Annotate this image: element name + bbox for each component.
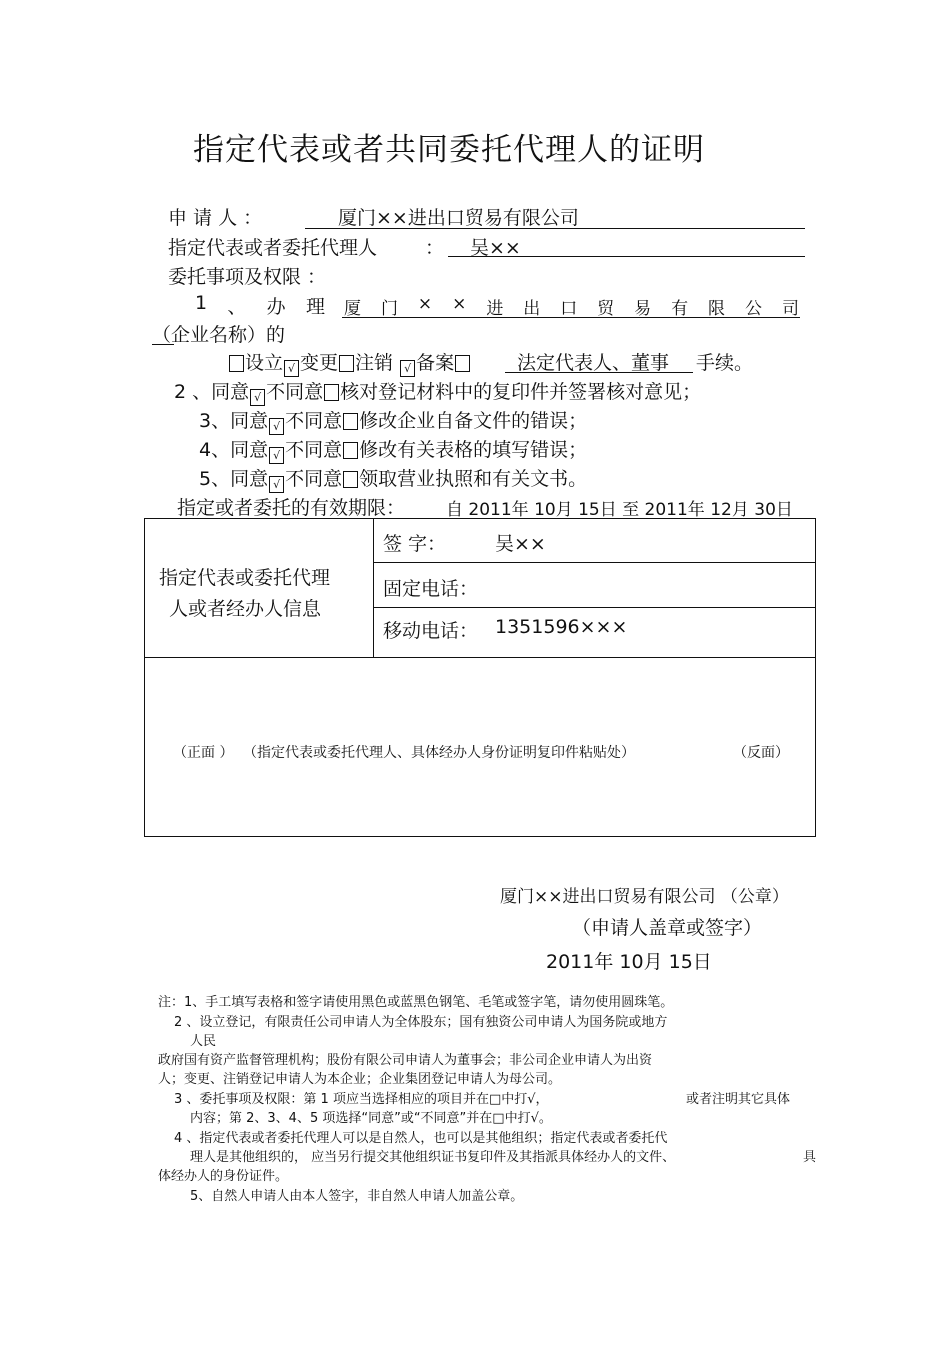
company-char: × — [417, 294, 433, 314]
item5-disagree-checkbox[interactable] — [343, 471, 358, 488]
company-char: 限 — [708, 299, 726, 319]
mobile-value[interactable]: 1351596××× — [495, 616, 628, 638]
other-value: 法定代表人、董事 — [517, 352, 670, 374]
note-4b: 理人是其他组织的， 应当另行提交其他组织证书复印件及其指派具体经办人的文件、 — [190, 1150, 676, 1165]
establish-label: 设立 — [245, 352, 284, 374]
page-title: 指定代表或者共同委托代理人的证明 — [193, 132, 705, 168]
item3-disagree-checkbox[interactable] — [343, 413, 358, 430]
company-char: 进 — [486, 299, 504, 319]
item5-disagree-label: 不同意 — [285, 468, 343, 490]
company-char: 公 — [744, 299, 762, 319]
agent-colon: ： — [425, 237, 445, 259]
note-2b: 人民 — [190, 1034, 217, 1049]
info-table-divider — [373, 519, 374, 657]
company-char: 出 — [523, 299, 541, 319]
company-char: 口 — [560, 299, 578, 319]
note-2a: 2 、设立登记，有限责任公司申请人为全体股东；国有独资公司申请人为国务院或地方 — [174, 1015, 668, 1030]
item1-prefix-char: 理 — [305, 296, 325, 318]
company-char: 厦 — [344, 299, 361, 319]
item5 — [199, 464, 587, 493]
item1-prefix-char: 1 — [195, 292, 208, 314]
id-back-label: （反面） — [733, 745, 789, 761]
phone-label: 固定电话： — [383, 578, 479, 600]
item3-agree-label: 3、同意 — [199, 410, 269, 432]
item3-text: 修改企业自备文件的错误； — [359, 410, 588, 432]
id-box-instruction: （指定代表或委托代理人、具体经办人身份证明复印件粘贴处） — [243, 745, 635, 761]
item4-text: 修改有关表格的填写错误； — [359, 439, 588, 461]
item4-disagree-checkbox[interactable] — [343, 442, 358, 459]
info-table-row-line — [373, 562, 815, 563]
agent-value: 吴×× — [470, 237, 521, 259]
seal-company: 厦门××进出口贸易有限公司 （公章） — [500, 887, 789, 907]
item1-suffix: （企业名称）的 — [152, 324, 286, 346]
validity-range: 自 2011年 10月 15日 至 2011年 12月 30日 — [446, 500, 793, 520]
item1-options — [228, 348, 471, 377]
item2 — [174, 377, 701, 406]
item2-agree-checkbox[interactable]: √ — [250, 389, 265, 406]
file-label: 备案 — [416, 352, 455, 374]
company-char: 贸 — [597, 299, 615, 319]
validity-label: 指定或者委托的有效期限： — [177, 497, 406, 519]
other-underline — [505, 372, 693, 373]
company-char: 门 — [380, 299, 398, 319]
company-char: × — [452, 294, 467, 314]
note-3b: 内容；第 2、3、4、5 项选择“同意”或“不同意”并在□中打√。 — [190, 1111, 552, 1126]
agent-label: 指定代表或者委托代理人 — [168, 237, 378, 259]
note-4c: 体经办人的身份证件。 — [158, 1169, 289, 1184]
company-char: 易 — [634, 299, 652, 319]
item1-prefix-char: 、 — [227, 296, 247, 318]
company-char: 司 — [781, 299, 799, 319]
item5-text: 领取营业执照和有关文书。 — [359, 468, 588, 490]
establish-checkbox[interactable] — [229, 355, 244, 372]
other-checkbox[interactable] — [455, 355, 470, 372]
agent-underline — [448, 256, 805, 257]
change-label: 变更 — [300, 352, 339, 374]
applicant-value: 厦门××进出口贸易有限公司 — [338, 207, 579, 229]
note-2c: 政府国有资产监督管理机构；股份有限公司申请人为董事会；非公司企业申请人为出资 — [158, 1053, 653, 1068]
change-checkbox[interactable]: √ — [284, 360, 299, 377]
item4-agree-label: 4、同意 — [199, 439, 269, 461]
applicant-label: 申 请 人 ： — [168, 207, 263, 229]
info-left-line2: 人或者经办人信息 — [169, 598, 322, 620]
item4-agree-checkbox[interactable]: √ — [269, 447, 284, 464]
item1-suffix-underline — [152, 344, 174, 345]
item3 — [199, 406, 587, 435]
info-table — [144, 518, 816, 658]
item3-agree-checkbox[interactable]: √ — [269, 418, 284, 435]
note-4b-right: 具 — [803, 1150, 817, 1165]
item5-agree-label: 5、同意 — [199, 468, 269, 490]
item2-disagree-label: 不同意 — [266, 381, 324, 403]
cancel-checkbox[interactable] — [339, 355, 354, 372]
sign-label: 签 字： — [383, 533, 447, 555]
note-2d: 人；变更、注销登记申请人为本企业；企业集团登记申请人为母公司。 — [158, 1072, 562, 1087]
note-5: 5、自然人申请人由本人签字，非自然人申请人加盖公章。 — [190, 1189, 524, 1204]
item3-disagree-label: 不同意 — [285, 410, 343, 432]
note-3a-right: 或者注明其它具体 — [686, 1092, 791, 1107]
id-front-label: （正面 ） — [173, 745, 234, 761]
item5-agree-checkbox[interactable]: √ — [269, 476, 284, 493]
note-4a: 4 、指定代表或者委托代理人可以是自然人，也可以是其他组织；指定代表或者委托代 — [174, 1131, 668, 1146]
info-table-row-line — [373, 607, 815, 608]
item2-agree-label: 2 、同意 — [174, 381, 250, 403]
seal-date: 2011年 10月 15日 — [546, 951, 712, 973]
note-3a: 3 、委托事项及权限：第 1 项应当选择相应的项目并在□中打√， — [174, 1092, 549, 1107]
cancel-label: 注销 — [355, 352, 394, 374]
item1-prefix — [195, 292, 325, 319]
applicant-underline — [305, 228, 805, 229]
item1-company-underline — [342, 317, 800, 318]
info-left-line1: 指定代表或委托代理 — [159, 567, 331, 589]
mobile-label: 移动电话： — [383, 620, 479, 642]
item4 — [199, 435, 587, 464]
scope-label: 委托事项及权限 ： — [168, 266, 327, 288]
item4-disagree-label: 不同意 — [285, 439, 343, 461]
file-checkbox[interactable]: √ — [400, 360, 415, 377]
item2-text: 核对登记材料中的复印件并签署核对意见； — [340, 381, 702, 403]
company-char: 有 — [671, 299, 689, 319]
procedure-label: 手续。 — [696, 352, 754, 374]
item2-disagree-checkbox[interactable] — [324, 384, 339, 401]
seal-note: （申请人盖章或签字） — [572, 917, 763, 939]
id-copy-box — [144, 657, 816, 837]
note-1: 注：1、手工填写表格和签字请使用黑色或蓝黑色钢笔、毛笔或签字笔，请勿使用圆珠笔。 — [158, 995, 674, 1010]
sign-value[interactable]: 吴×× — [495, 533, 546, 555]
item1-prefix-char: 办 — [266, 296, 286, 318]
item1-company — [344, 294, 799, 319]
